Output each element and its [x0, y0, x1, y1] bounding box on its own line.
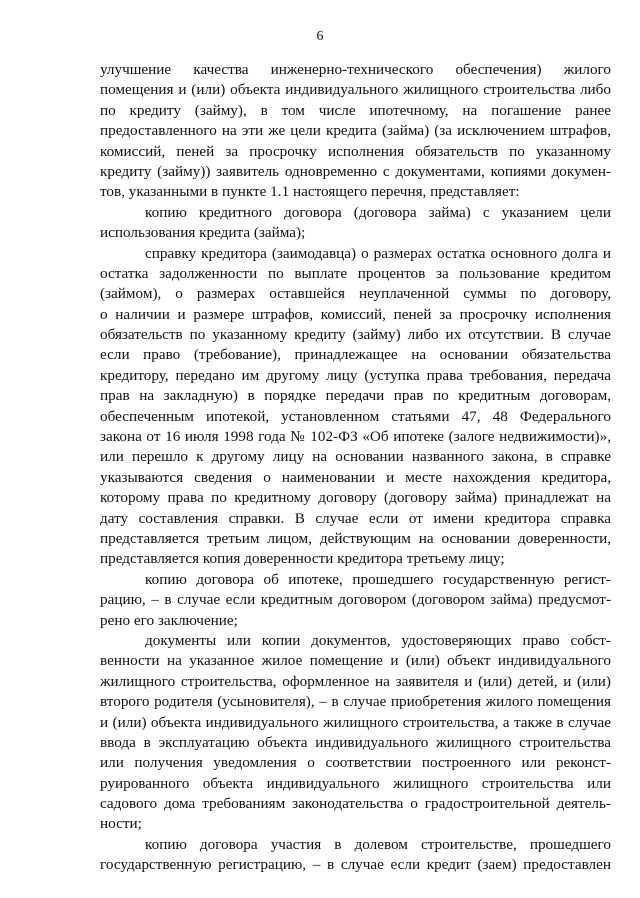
text-line: венности на указанное жилое помещение и (или) объект индивидуального	[100, 652, 611, 670]
text-line: о наличии и размере штрафов, комиссий, пеней за просрочку исполнения	[100, 305, 611, 323]
text-line: копию кредитного договора (договора займа) с указанием цели	[145, 203, 611, 221]
text-line: представляется копия доверенности кредитора третьему лицу;	[100, 550, 505, 568]
text-line: комиссий, пеней за просрочку исполнения обязательств по указанному	[100, 142, 611, 160]
text-line: или перешло к другому лицу на основании названного закона, в справке	[100, 448, 611, 466]
text-line: тов, указанными в пункте 1.1 настоящего перечня, представляет:	[100, 183, 520, 201]
text-line: справку кредитора (заимодавца) о размерах остатка основного долга и	[145, 244, 611, 262]
text-line: (займом), о размерах оставшейся неуплаченной суммы по договору,	[100, 285, 611, 303]
text-line: помещения и (или) объекта индивидуального жилищного строительства либо	[100, 81, 611, 99]
text-line: кредиту (займу)) заявитель одновременно с документами, копиями докумен-	[100, 162, 611, 180]
text-line: рацию, – в случае если кредитным договором (договором займа) предусмот-	[100, 591, 611, 609]
text-line: обязательств по указанному кредиту (займу) либо их отсутствии. В случае	[100, 326, 611, 344]
text-line: представляется третьим лицом, действующим на основании доверенности,	[100, 529, 611, 547]
text-line: предоставленного на эти же цели кредита (займа) (за исключением штрафов,	[100, 122, 611, 140]
document-body	[100, 60, 611, 876]
text-line: обеспеченным ипотекой, установленном статьями 47, 48 Федерального	[100, 407, 611, 425]
text-line: остатка задолженности по выплате процентов за пользование кредитом	[100, 264, 611, 282]
text-line: садового дома требованиям законодательства о градостроительной деятель-	[100, 795, 611, 813]
text-line: ввода в эксплуатацию объекта индивидуального жилищного строительства	[100, 733, 611, 751]
text-line: документы или копии документов, удостоверяющих право собст-	[145, 631, 611, 649]
text-line: рено его заключение;	[100, 611, 238, 629]
text-line: государственную регистрацию, – в случае если кредит (заем) предоставлен	[100, 856, 611, 874]
text-line: улучшение качества инженерно-технического обеспечения) жилого	[100, 61, 611, 78]
text-line: которому права по кредитному договору (договору займа) принадлежат на	[100, 489, 611, 507]
text-line: жилищного строительства, оформленное на заявителя и (или) детей, и (или)	[100, 672, 611, 690]
text-line: копию договора участия в долевом строительстве, прошедшего	[145, 835, 611, 853]
text-line: ности;	[100, 815, 142, 833]
page-number: 6	[316, 29, 324, 44]
text-line: закона от 16 июля 1998 года № 102-ФЗ «Об ипотеке (залоге недвижимости)»,	[100, 428, 611, 446]
text-line: использования кредита (займа);	[100, 224, 306, 242]
text-line: кредитору, передано им другому лицу (уступка права требования, передача	[100, 366, 611, 384]
text-line: и (или) объекта индивидуального жилищного строительства, а также в случае	[100, 713, 611, 731]
text-line: если право (требование), принадлежащее на основании обязательства	[100, 346, 611, 364]
text-line: указываются сведения о наименовании и месте нахождения кредитора,	[100, 468, 611, 486]
text-line: дату составления справки. В случае если от имени кредитора справка	[100, 509, 611, 527]
text-line: прав на закладную) в порядке передачи прав по кредитным договорам,	[100, 387, 611, 405]
text-line: или получения уведомления о соответствии построенного или реконст-	[100, 754, 611, 772]
text-line: по кредиту (займу), в том числе ипотечному, на погашение ранее	[100, 101, 611, 119]
text-line: второго родителя (усыновителя), – в случае приобретения жилого помещения	[100, 693, 611, 711]
text-line: руированного объекта индивидуального жилищного строительства или	[100, 774, 611, 792]
text-line: копию договора об ипотеке, прошедшего государственную регист-	[145, 570, 611, 588]
